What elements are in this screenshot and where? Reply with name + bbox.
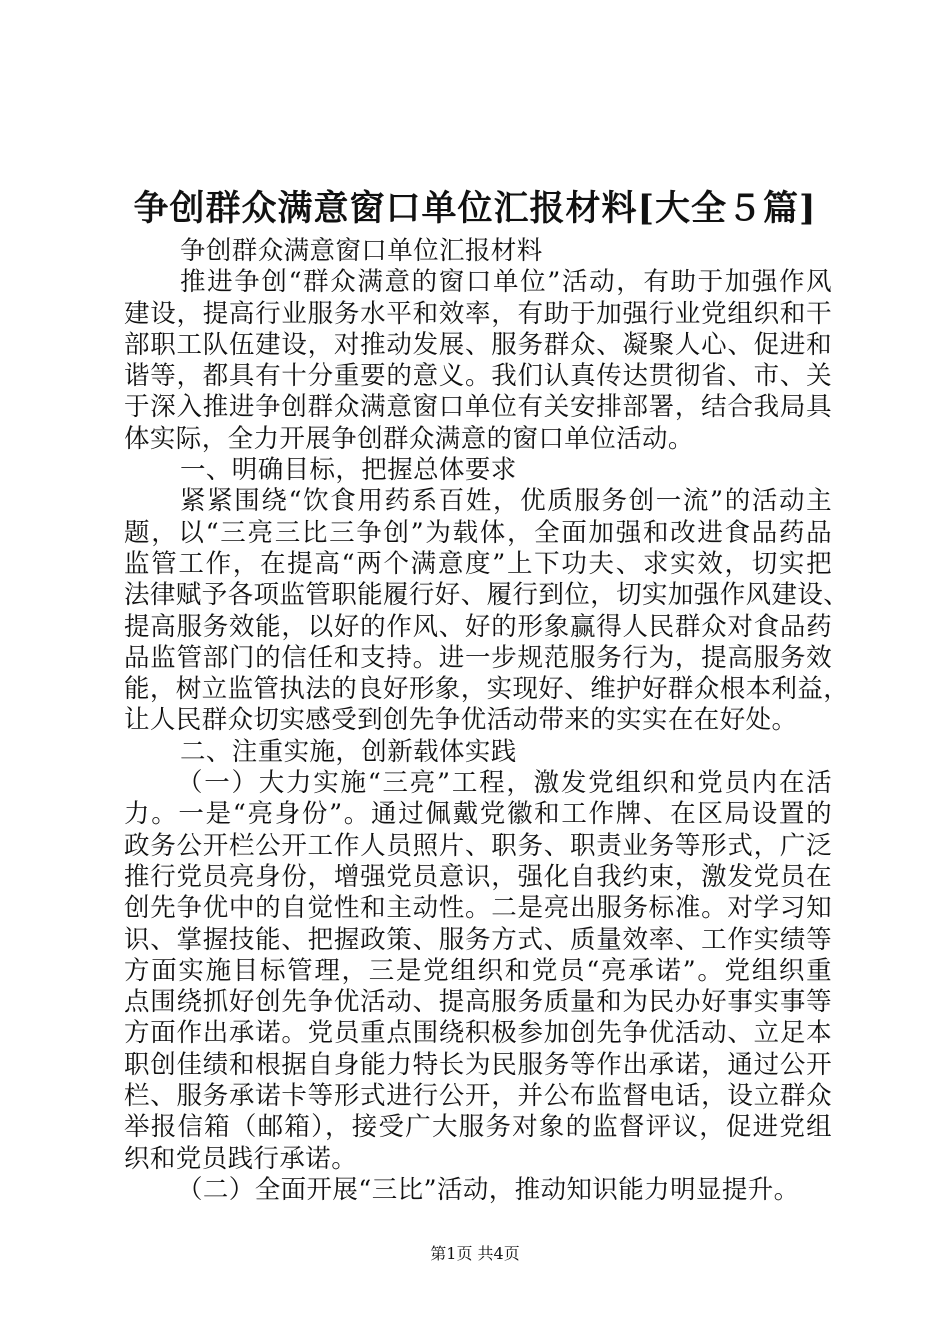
paragraph-line: 方面作出承诺。党员重点围绕积极参加创先争优活动、立足本 [124,1018,832,1049]
paragraph-line: 能，树立监管执法的良好形象，实现好、维护好群众根本利益， [124,674,850,705]
paragraph-line: 推行党员亮身份，增强党员意识，强化自我约束，激发党员在 [124,861,832,892]
document-body [124,236,850,1206]
paragraph-line: 创先争优中的自觉性和主动性。二是亮出服务标准。对学习知 [124,893,832,924]
paragraph-line: 法律赋予各项监管职能履行好、履行到位，切实加强作风建设、 [124,580,850,611]
paragraph-line: 政务公开栏公开工作人员照片、职务、职责业务等形式，广泛 [124,830,832,861]
section-heading: 一、明确目标，把握总体要求 [180,455,517,486]
paragraph-line: 紧紧围绕“饮食用药系百姓，优质服务创一流”的活动主 [180,486,832,517]
document-title: 争创群众满意窗口单位汇报材料[大全５篇] [133,188,817,229]
paragraph-line: 让人民群众切实感受到创先争优活动带来的实实在在好处。 [124,705,798,736]
paragraph-line: 品监管部门的信任和支持。进一步规范服务行为，提高服务效 [124,642,832,673]
paragraph-line: 力。一是“亮身份”。通过佩戴党徽和工作牌、在区局设置的 [124,799,832,830]
page-number-footer: 第1页 共4页 [430,1244,520,1263]
paragraph-line: 于深入推进争创群众满意窗口单位有关安排部署，结合我局具 [124,392,832,423]
paragraph-line: 监管工作，在提高“两个满意度”上下功夫、求实效，切实把 [124,548,832,579]
paragraph-line: 推进争创“群众满意的窗口单位”活动，有助于加强作风 [180,267,832,298]
paragraph-line: 织和党员践行承诺。 [124,1143,358,1174]
paragraph-line: 提高服务效能，以好的作风、好的形象赢得人民群众对食品药 [124,611,832,642]
paragraph-line: 谐等，都具有十分重要的意义。我们认真传达贯彻省、市、关 [124,361,832,392]
paragraph-line: 举报信箱（邮箱），接受广大服务对象的监督评议，促进党组 [124,1112,832,1143]
paragraph-line: 方面实施目标管理，三是党组织和党员“亮承诺”。党组织重 [124,955,832,986]
paragraph-line: 栏、服务承诺卡等形式进行公开，并公布监督电话，设立群众 [124,1081,832,1112]
paragraph-line: 点围绕抓好创先争优活动、提高服务质量和为民办好事实事等 [124,987,832,1018]
paragraph-line: 部职工队伍建设，对推动发展、服务群众、凝聚人心、促进和 [124,329,832,360]
paragraph-line: 题，以“三亮三比三争创”为载体，全面加强和改进食品药品 [124,517,832,548]
paragraph-line: 体实际，全力开展争创群众满意的窗口单位活动。 [124,423,694,454]
paragraph-line: 职创佳绩和根据自身能力特长为民服务等作出承诺，通过公开 [124,1049,832,1080]
subsection-line: （一）大力实施“三亮”工程，激发党组织和党员内在活 [177,768,832,799]
subtitle-line: 争创群众满意窗口单位汇报材料 [180,236,543,266]
paragraph-line: 识、掌握技能、把握政策、服务方式、质量效率、工作实绩等 [124,924,832,955]
paragraph-line: 建设，提高行业服务水平和效率，有助于加强行业党组织和干 [124,298,832,329]
subsection-line: （二）全面开展“三比”活动，推动知识能力明显提升。 [177,1174,800,1205]
section-heading: 二、注重实施，创新载体实践 [180,736,517,767]
